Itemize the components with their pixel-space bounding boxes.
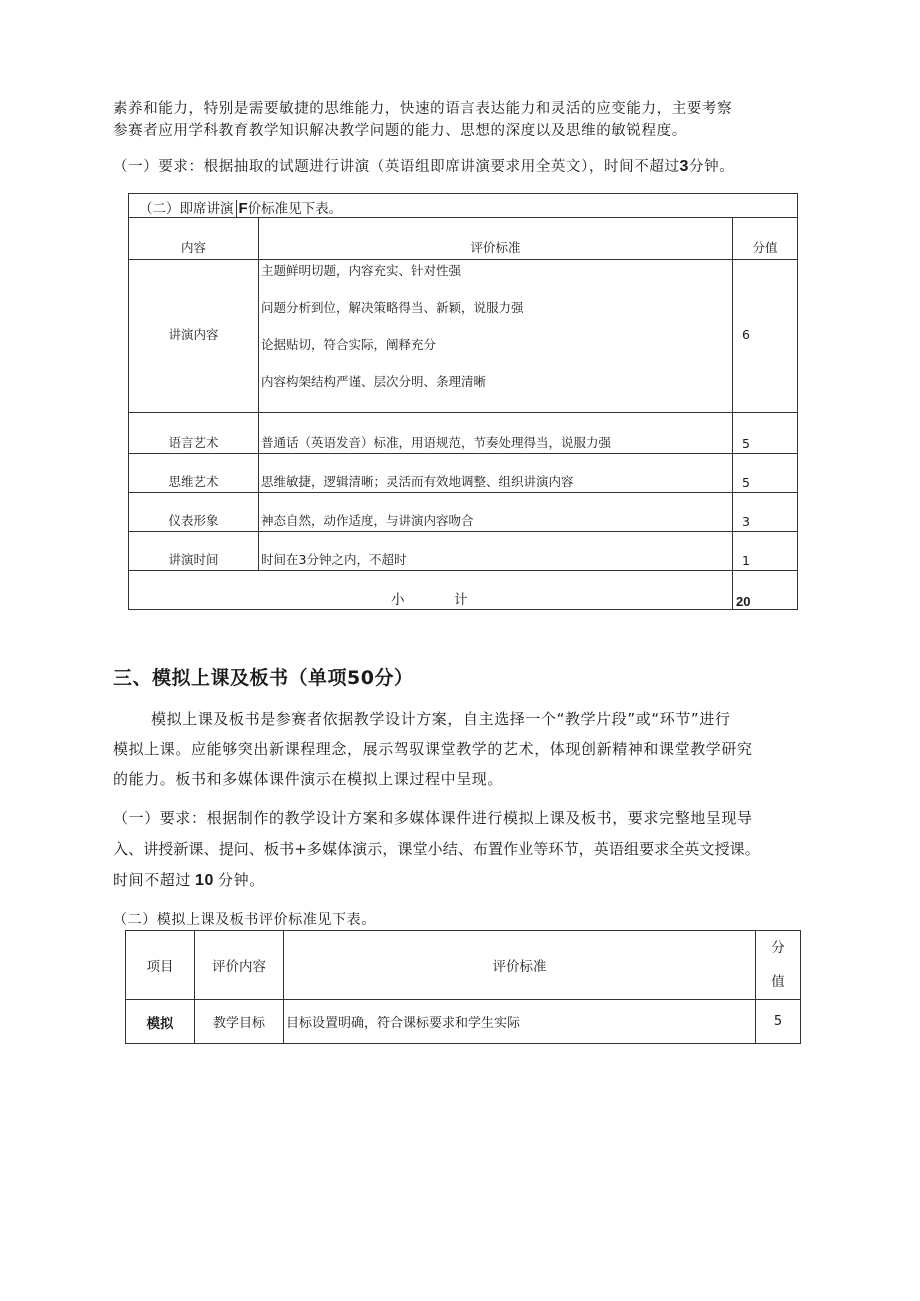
requirement-1 [113,155,734,176]
row-score: 5 [733,454,798,493]
table-row [129,493,798,532]
intro-line-2: 参赛者应用学科教育教学知识解决教学问题的能力、思想的深度以及思维的敏锐程度。 [113,123,687,139]
section-3-req-line-3 [113,869,265,890]
caption-part-c: 价标准见下表。 [247,201,343,217]
caption-part-a: （二）即席讲演 [139,201,234,217]
row-criteria: 时间在3分钟之内，不超时 [259,532,733,571]
section-3-title: 三、模拟上课及板书（单项50分） [113,667,414,689]
header-content: 评价内容 [195,931,284,1000]
section-3-para-line-2: 模拟上课。应能够突出新课程理念，展示驾驭课堂教学的艺术，体现创新精神和课堂教学研究 [113,740,753,758]
requirement-1-minutes: 3 [679,158,690,175]
header-score-a: 分 [771,940,785,956]
row-score: 6 [733,260,798,413]
table-caption-row [129,194,798,218]
caption-part-b: F [236,200,248,217]
row-criteria: 神态自然，动作适度，与讲演内容吻合 [259,493,733,532]
row-item: 模拟 [126,1000,195,1044]
requirement-1-text: （一）要求：根据抽取的试题进行讲演（英语组即席讲演要求用全英文），时间不超过 [113,159,680,175]
row-score: 3 [733,493,798,532]
section-3-para-line-1: 模拟上课及板书是参赛者依据教学设计方案，自主选择一个“教学片段”或“环节”进行 [151,710,731,728]
criteria-line: 内容构架结构严谨、层次分明、条理清晰 [261,374,487,389]
header-criteria: 评价标准 [259,218,733,260]
row-name: 语言艺术 [129,413,259,454]
header-score-b: 值 [771,974,785,990]
row-criteria: 思维敏捷，逻辑清晰；灵活而有效地调整、组织讲演内容 [259,454,733,493]
row-score: 1 [733,532,798,571]
req-line-3-suffix: 分钟。 [218,871,265,889]
row-criteria: 目标设置明确，符合课标要求和学生实际 [284,1000,756,1044]
table-row [129,413,798,454]
table-row [129,260,798,413]
subtotal-label-b: 计 [454,592,468,608]
header-score: 分值 [733,218,798,260]
header-score [756,931,801,1000]
subtotal-label-a: 小 [391,592,405,608]
table-2-caption: （二）模拟上课及板书评价标准见下表。 [113,912,376,928]
section-3-req-line-1: （一）要求：根据制作的教学设计方案和多媒体课件进行模拟上课及板书，要求完整地呈现导 [113,809,753,827]
req-line-3-minutes: 10 [195,872,215,889]
subtotal-label [129,571,733,610]
row-name: 思维艺术 [129,454,259,493]
req-line-3-text: 时间不超过 [113,871,192,889]
criteria-line: 论据贴切，符合实际，阐释充分 [261,337,437,352]
table-row [129,454,798,493]
section-3-para-line-3: 的能力。板书和多媒体课件演示在模拟上课过程中呈现。 [113,770,504,788]
subtotal-row [129,571,798,610]
row-score: 5 [733,413,798,454]
row-criteria [259,260,733,413]
speech-evaluation-table [128,193,798,610]
row-name: 讲演时间 [129,532,259,571]
row-name: 仪表形象 [129,493,259,532]
table-caption [129,194,798,218]
subtotal-score: 20 [733,571,798,610]
table-row [126,1000,801,1044]
section-3-req-line-2: 入、讲授新课、提问、板书+多媒体演示，课堂小结、布置作业等环节，英语组要求全英文授课。 [113,840,760,858]
row-score: 5 [756,1000,801,1044]
row-content: 教学目标 [195,1000,284,1044]
table-row [129,532,798,571]
header-criteria: 评价标准 [284,931,756,1000]
requirement-1-suffix: 分钟。 [689,159,735,175]
row-name: 讲演内容 [129,260,259,413]
header-item: 项目 [126,931,195,1000]
table-header-row [129,218,798,260]
header-content: 内容 [129,218,259,260]
lesson-evaluation-table [125,930,801,1044]
row-criteria: 普通话（英语发音）标准，用语规范，节奏处理得当，说服力强 [259,413,733,454]
criteria-line: 主题鲜明切题，内容充实、针对性强 [261,263,462,278]
criteria-line: 问题分析到位，解决策略得当、新颖，说服力强 [261,300,524,315]
table-header-row [126,931,801,1000]
intro-line-1: 素养和能力，特别是需要敏捷的思维能力，快速的语言表达能力和灵活的应变能力，主要考察 [113,101,733,117]
